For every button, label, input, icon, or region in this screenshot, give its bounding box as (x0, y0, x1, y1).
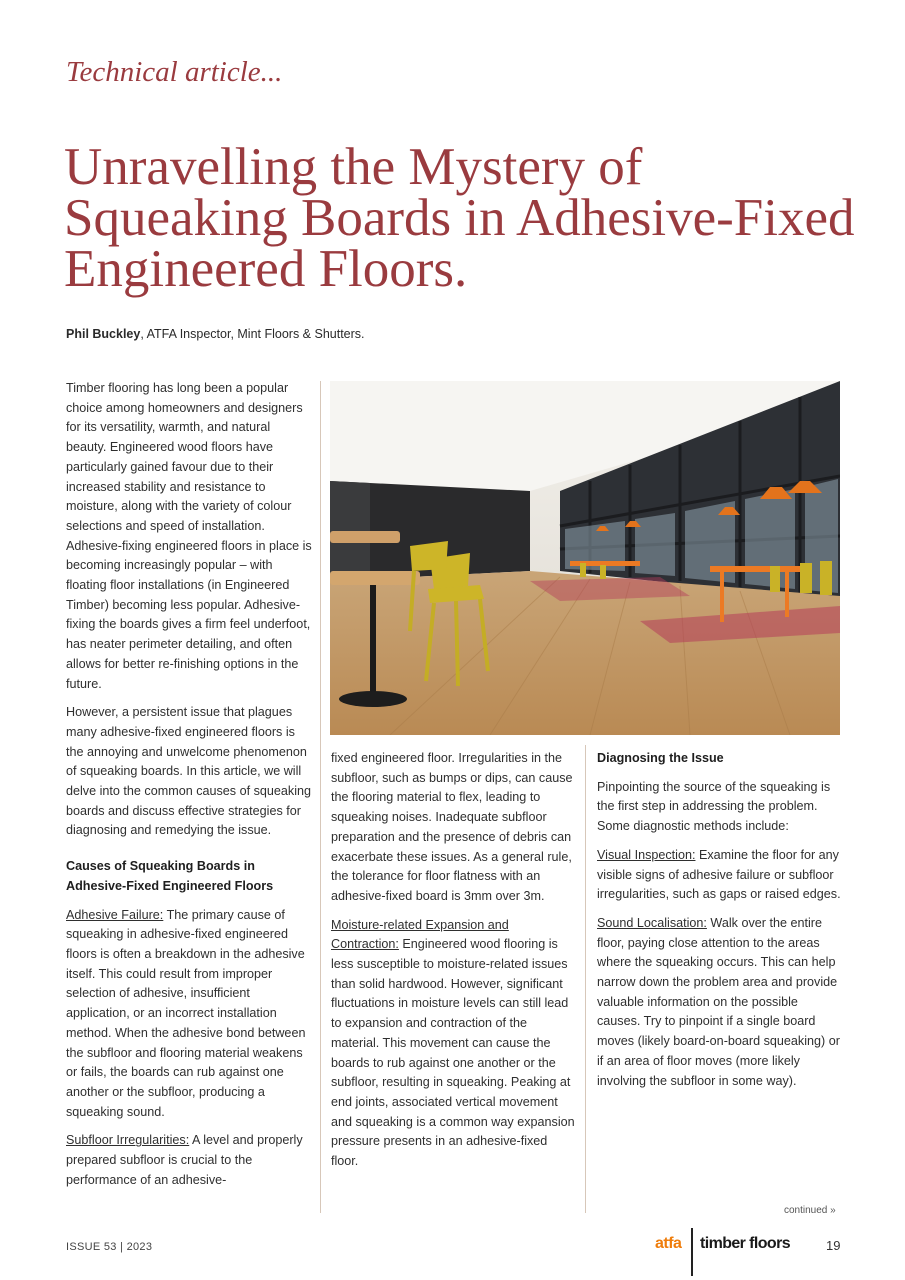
column-3 (597, 749, 842, 1100)
logo-divider (691, 1228, 693, 1276)
author-role: , ATFA Inspector, Mint Floors & Shutters. (140, 327, 365, 341)
continued-marker: continued » (784, 1205, 836, 1216)
text-subfloor: A level and properly prepared subfloor is crucial to the performance of an adhesive- (66, 1133, 303, 1187)
paragraph-moisture (331, 916, 575, 1172)
column-divider-1 (320, 381, 321, 1213)
text-visual-inspection: Examine the floor for any visible signs of adhesive failure or subfloor irregularities, such as gaps or raised edges. (597, 847, 841, 902)
byline (66, 327, 365, 341)
label-subfloor: Subfloor Irregularities: (66, 1133, 190, 1148)
section-heading-causes: Causes of Squeaking Boards in Adhesive-Fixed Engineered Floors (66, 859, 274, 893)
label-visual-inspection: Visual Inspection: (597, 847, 696, 862)
text-sound-localisation: Walk over the entire floor, paying close attention to the areas where the squeaking occurs. This can help narrow down the problem area and provide valuable information on the possible causes. Try to pinpoint if a single board moves (likely board-on-board squeaking) or if an area of floor moves (more likely involving the subfloor in some way). (597, 915, 840, 1088)
paragraph-visual-inspection (597, 846, 842, 905)
intro-paragraph-2: However, a persistent issue that plagues many adhesive-fixed engineered floors is the annoying and unwelcome phenomenon of squeaking boards. In this article, we will delve into the common causes of squeaking boards and discuss effective strategies for diagnosing and remedying the issue. (66, 705, 312, 838)
article-photo (330, 381, 840, 735)
atfa-logo: atfa (655, 1235, 682, 1252)
paragraph-subfloor (66, 1131, 312, 1190)
author-name: Phil Buckley (66, 327, 141, 341)
section-kicker: Technical article... (66, 56, 283, 88)
text-adhesive-failure: The primary cause of squeaking in adhesive-fixed engineered floors is often a breakdown in the adhesive itself. This could result from improper selection of adhesive, insufficient application, or an incorrect installation method. When the adhesive bond between the subfloor and flooring material weakens or fails, the boards can rub against one another or the subfloor, producing a squeaking sound. (66, 907, 306, 1119)
intro-paragraph: Timber flooring has long been a popular choice among homeowners and designers for its versatility, warmth, and natural beauty. Engineered wood floors have particularly gained favour due to their increased stability and resistance to moisture, along with the variety of colour selections and speed of installation. Adhesive-fixing engineered floors in place is becoming increasingly popular – with floating floor installations (in Engineered Timber) becoming less popular. Adhesive-fixing the boards gives a firm feel underfoot, has neater perimeter detailing, and often allows for better re-finishing options in the future. (66, 381, 312, 691)
label-sound-localisation: Sound Localisation: (597, 915, 707, 930)
paragraph-diagnosing-intro: Pinpointing the source of the squeaking is the first step in addressing the problem. Some diagnostic methods include: (597, 779, 831, 834)
column-divider-2 (585, 745, 586, 1213)
article-title: Unravelling the Mystery of Squeaking Boards in Adhesive-Fixed Engineered Floors. (64, 138, 855, 298)
label-moisture: Moisture-related Expansion and Contraction: (331, 917, 509, 952)
paragraph-adhesive-failure (66, 906, 312, 1123)
interior-photo-illustration (330, 381, 840, 735)
text-moisture: Engineered wood flooring is less susceptible to moisture-related issues than solid hardwood. However, significant fluctuations in moisture levels can still lead to expansion and contraction of the material. This movement can cause the boards to rub against one another or the subfloor, resulting in squeaking. Peaking at end joints, associated vertical movement and squeaking is a common way expansion pressure presents in an adhesive-fixed floor. (331, 937, 575, 1169)
page-number: 19 (826, 1238, 841, 1253)
section-heading-diagnosing: Diagnosing the Issue (597, 751, 724, 765)
issue-number: ISSUE 53 | 2023 (66, 1241, 153, 1253)
paragraph-subfloor-cont: fixed engineered floor. Irregularities in the subfloor, such as bumps or dips, can cause the flooring material to flex, leading to squeaking noises. Inadequate subfloor preparation and the presence of debris can exacerbate these issues. As a general rule, the tolerance for floor flatness with an adhesive-fixed board is 3mm over 3m. (331, 751, 573, 903)
paragraph-sound-localisation (597, 914, 842, 1091)
label-adhesive-failure: Adhesive Failure: (66, 907, 164, 922)
column-1 (66, 379, 312, 1199)
column-2 (331, 749, 575, 1181)
timber-floors-logo: timber floors (700, 1235, 790, 1252)
